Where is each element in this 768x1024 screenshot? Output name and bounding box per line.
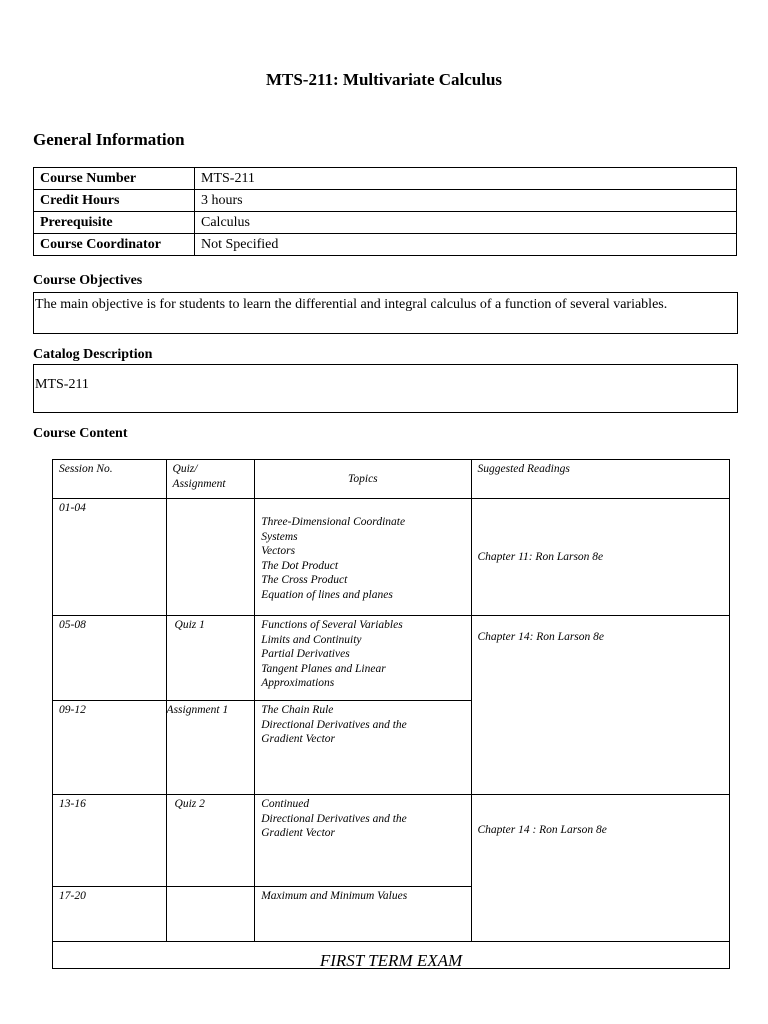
quiz-cell: Quiz 1 — [166, 616, 255, 701]
credit-hours-value: 3 hours — [195, 190, 737, 212]
table-row — [34, 190, 737, 212]
quiz-header — [166, 460, 255, 499]
topic-item: Three-Dimensional Coordinate — [261, 516, 406, 528]
table-header-row — [53, 460, 730, 499]
topic-item: Limits and Continuity — [261, 633, 362, 646]
general-information-heading: General Information — [33, 130, 185, 149]
readings-header: Suggested Readings — [471, 460, 730, 499]
reading-cell: Chapter 14: Ron Larson 8e — [471, 616, 730, 795]
topic-item: Vectors — [261, 545, 296, 557]
course-content-heading: Course Content — [33, 426, 128, 441]
session-cell: 13-16 — [53, 795, 167, 887]
table-row — [53, 616, 730, 701]
course-number-value: MTS-211 — [195, 168, 737, 190]
topic-item: Continued — [261, 798, 310, 810]
topics-cell — [255, 701, 471, 795]
general-information-table — [33, 167, 737, 256]
session-cell: 09-12 — [53, 701, 167, 795]
topic-item: Tangent Planes and Linear — [261, 662, 386, 675]
reading-cell: Chapter 14 : Ron Larson 8e — [471, 795, 730, 942]
topic-item: The Cross Product — [261, 574, 348, 586]
quiz-header-line2: Assignment — [172, 477, 226, 490]
table-row — [53, 795, 730, 887]
table-row — [34, 168, 737, 190]
topics-cell — [255, 887, 471, 942]
topic-item: Maximum and Minimum Values — [261, 890, 408, 902]
session-header: Session No. — [53, 460, 167, 499]
session-cell: 01-04 — [53, 499, 167, 616]
topic-item: Equation of lines and planes — [261, 588, 393, 601]
catalog-description-text: MTS-211 — [33, 364, 738, 413]
quiz-header-line1: Quiz/ — [172, 463, 198, 475]
prerequisite-value: Calculus — [195, 212, 737, 234]
topic-item: Gradient Vector — [261, 827, 335, 839]
table-row — [34, 212, 737, 234]
quiz-cell — [166, 887, 255, 942]
topic-item: Directional Derivatives and the — [261, 812, 407, 825]
catalog-description-heading: Catalog Description — [33, 347, 153, 362]
topic-item: The Dot Product — [261, 559, 339, 572]
course-objectives-heading: Course Objectives — [33, 273, 143, 288]
topics-cell — [255, 499, 471, 616]
quiz-cell: Quiz 2 — [166, 795, 255, 887]
topic-item: Directional Derivatives and the — [261, 718, 407, 731]
reading-cell: Chapter 11: Ron Larson 8e — [471, 499, 730, 616]
session-cell: 17-20 — [53, 887, 167, 942]
exam-row — [53, 942, 730, 969]
topics-cell — [255, 795, 471, 887]
topic-item: Gradient Vector — [261, 733, 335, 745]
topic-item: Functions of Several Variables — [261, 619, 403, 631]
topic-item: The Chain Rule — [261, 704, 334, 716]
course-coordinator-label: Course Coordinator — [34, 234, 195, 256]
course-content-table — [52, 459, 730, 969]
topics-cell — [255, 616, 471, 701]
prerequisite-label: Prerequisite — [34, 212, 195, 234]
topic-item: Systems — [261, 530, 298, 543]
quiz-cell: Assignment 1 — [166, 701, 255, 795]
topics-header: Topics — [255, 460, 471, 499]
table-row — [53, 499, 730, 616]
credit-hours-label: Credit Hours — [34, 190, 195, 212]
topic-item: Approximations — [261, 677, 335, 689]
session-cell: 05-08 — [53, 616, 167, 701]
first-term-exam-label: FIRST TERM EXAM — [53, 942, 730, 969]
table-row — [34, 234, 737, 256]
course-objectives-text: The main objective is for students to learn the differential and integral calculus of a function of several variables. — [33, 292, 738, 334]
page-title: MTS-211: Multivariate Calculus — [265, 70, 503, 89]
course-coordinator-value: Not Specified — [195, 234, 737, 256]
topic-item: Partial Derivatives — [261, 648, 350, 660]
course-number-label: Course Number — [34, 168, 195, 190]
quiz-cell — [166, 499, 255, 616]
